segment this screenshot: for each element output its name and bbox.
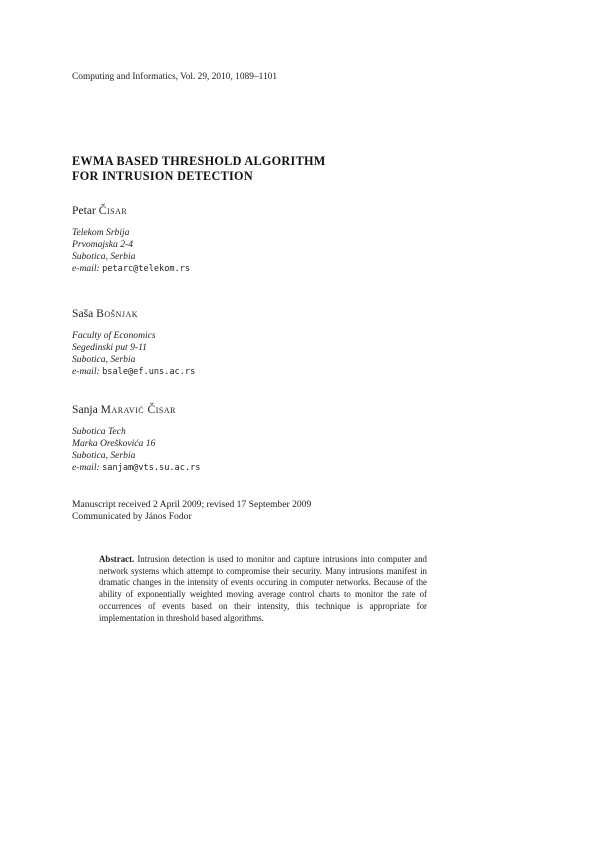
journal-citation: Computing and Informatics, Vol. 29, 2010, 1089–1101 (72, 72, 278, 82)
author-name (72, 307, 195, 321)
author-name (72, 403, 200, 417)
author-affiliation (72, 227, 190, 275)
author-affiliation (72, 330, 195, 378)
email-label: e-mail: (72, 462, 100, 474)
author-block-1 (72, 204, 190, 275)
author-email-line (72, 366, 195, 378)
author-email-line (72, 462, 200, 474)
affiliation-line: Faculty of Economics (72, 330, 156, 341)
abstract (99, 554, 427, 624)
title-line-2: FOR INTRUSION DETECTION (72, 169, 253, 183)
email-label: e-mail: (72, 366, 100, 378)
affiliation-line: Subotica, Serbia (72, 354, 136, 366)
author-email[interactable]: petarc@telekom.rs (102, 264, 191, 275)
author-given-name: Petar (72, 204, 96, 217)
author-email[interactable]: bsale@ef.uns.ac.rs (102, 367, 196, 378)
author-surname: Bošnjak (96, 307, 139, 320)
author-surname: Maravić Čisar (100, 403, 176, 416)
affiliation-line: Telekom Srbija (72, 227, 130, 238)
author-email-line (72, 263, 190, 275)
author-name (72, 204, 190, 218)
affiliation-line: Subotica, Serbia (72, 450, 136, 462)
author-email[interactable]: sanjam@vts.su.ac.rs (102, 463, 201, 474)
communicated-by: Communicated by János Fodor (72, 511, 192, 523)
abstract-label: Abstract. (99, 554, 135, 564)
author-block-2 (72, 307, 195, 378)
email-label: e-mail: (72, 263, 100, 275)
author-affiliation (72, 426, 200, 474)
abstract-text: Intrusion detection is used to monitor and capture intrusions into computer and network systems which attempt to compromise their security. Many intrusions manifest in dramatic changes in the intensity of events occuring in computer networks. Because of the ability of exponentially weighted moving average control charts to monitor the rate of occurrences of events based on their intensity, this technique is appropriate for implementation in threshold based algorithms. (99, 554, 427, 623)
author-surname: Čisar (98, 204, 128, 217)
author-given-name: Saša (72, 307, 94, 320)
author-block-3 (72, 403, 200, 474)
paper-title (72, 154, 326, 184)
manuscript-history (72, 499, 311, 523)
affiliation-line: Marka Oreškovića 16 (72, 438, 156, 450)
title-line-1: EWMA BASED THRESHOLD ALGORITHM (72, 154, 326, 168)
received-date: Manuscript received 2 April 2009; revised 17 September 2009 (72, 499, 312, 510)
author-given-name: Sanja (72, 403, 98, 416)
affiliation-line: Subotica Tech (72, 426, 126, 437)
affiliation-line: Subotica, Serbia (72, 251, 136, 263)
affiliation-line: Segedinski put 9-11 (72, 342, 147, 354)
affiliation-line: Prvomajska 2-4 (72, 239, 134, 251)
